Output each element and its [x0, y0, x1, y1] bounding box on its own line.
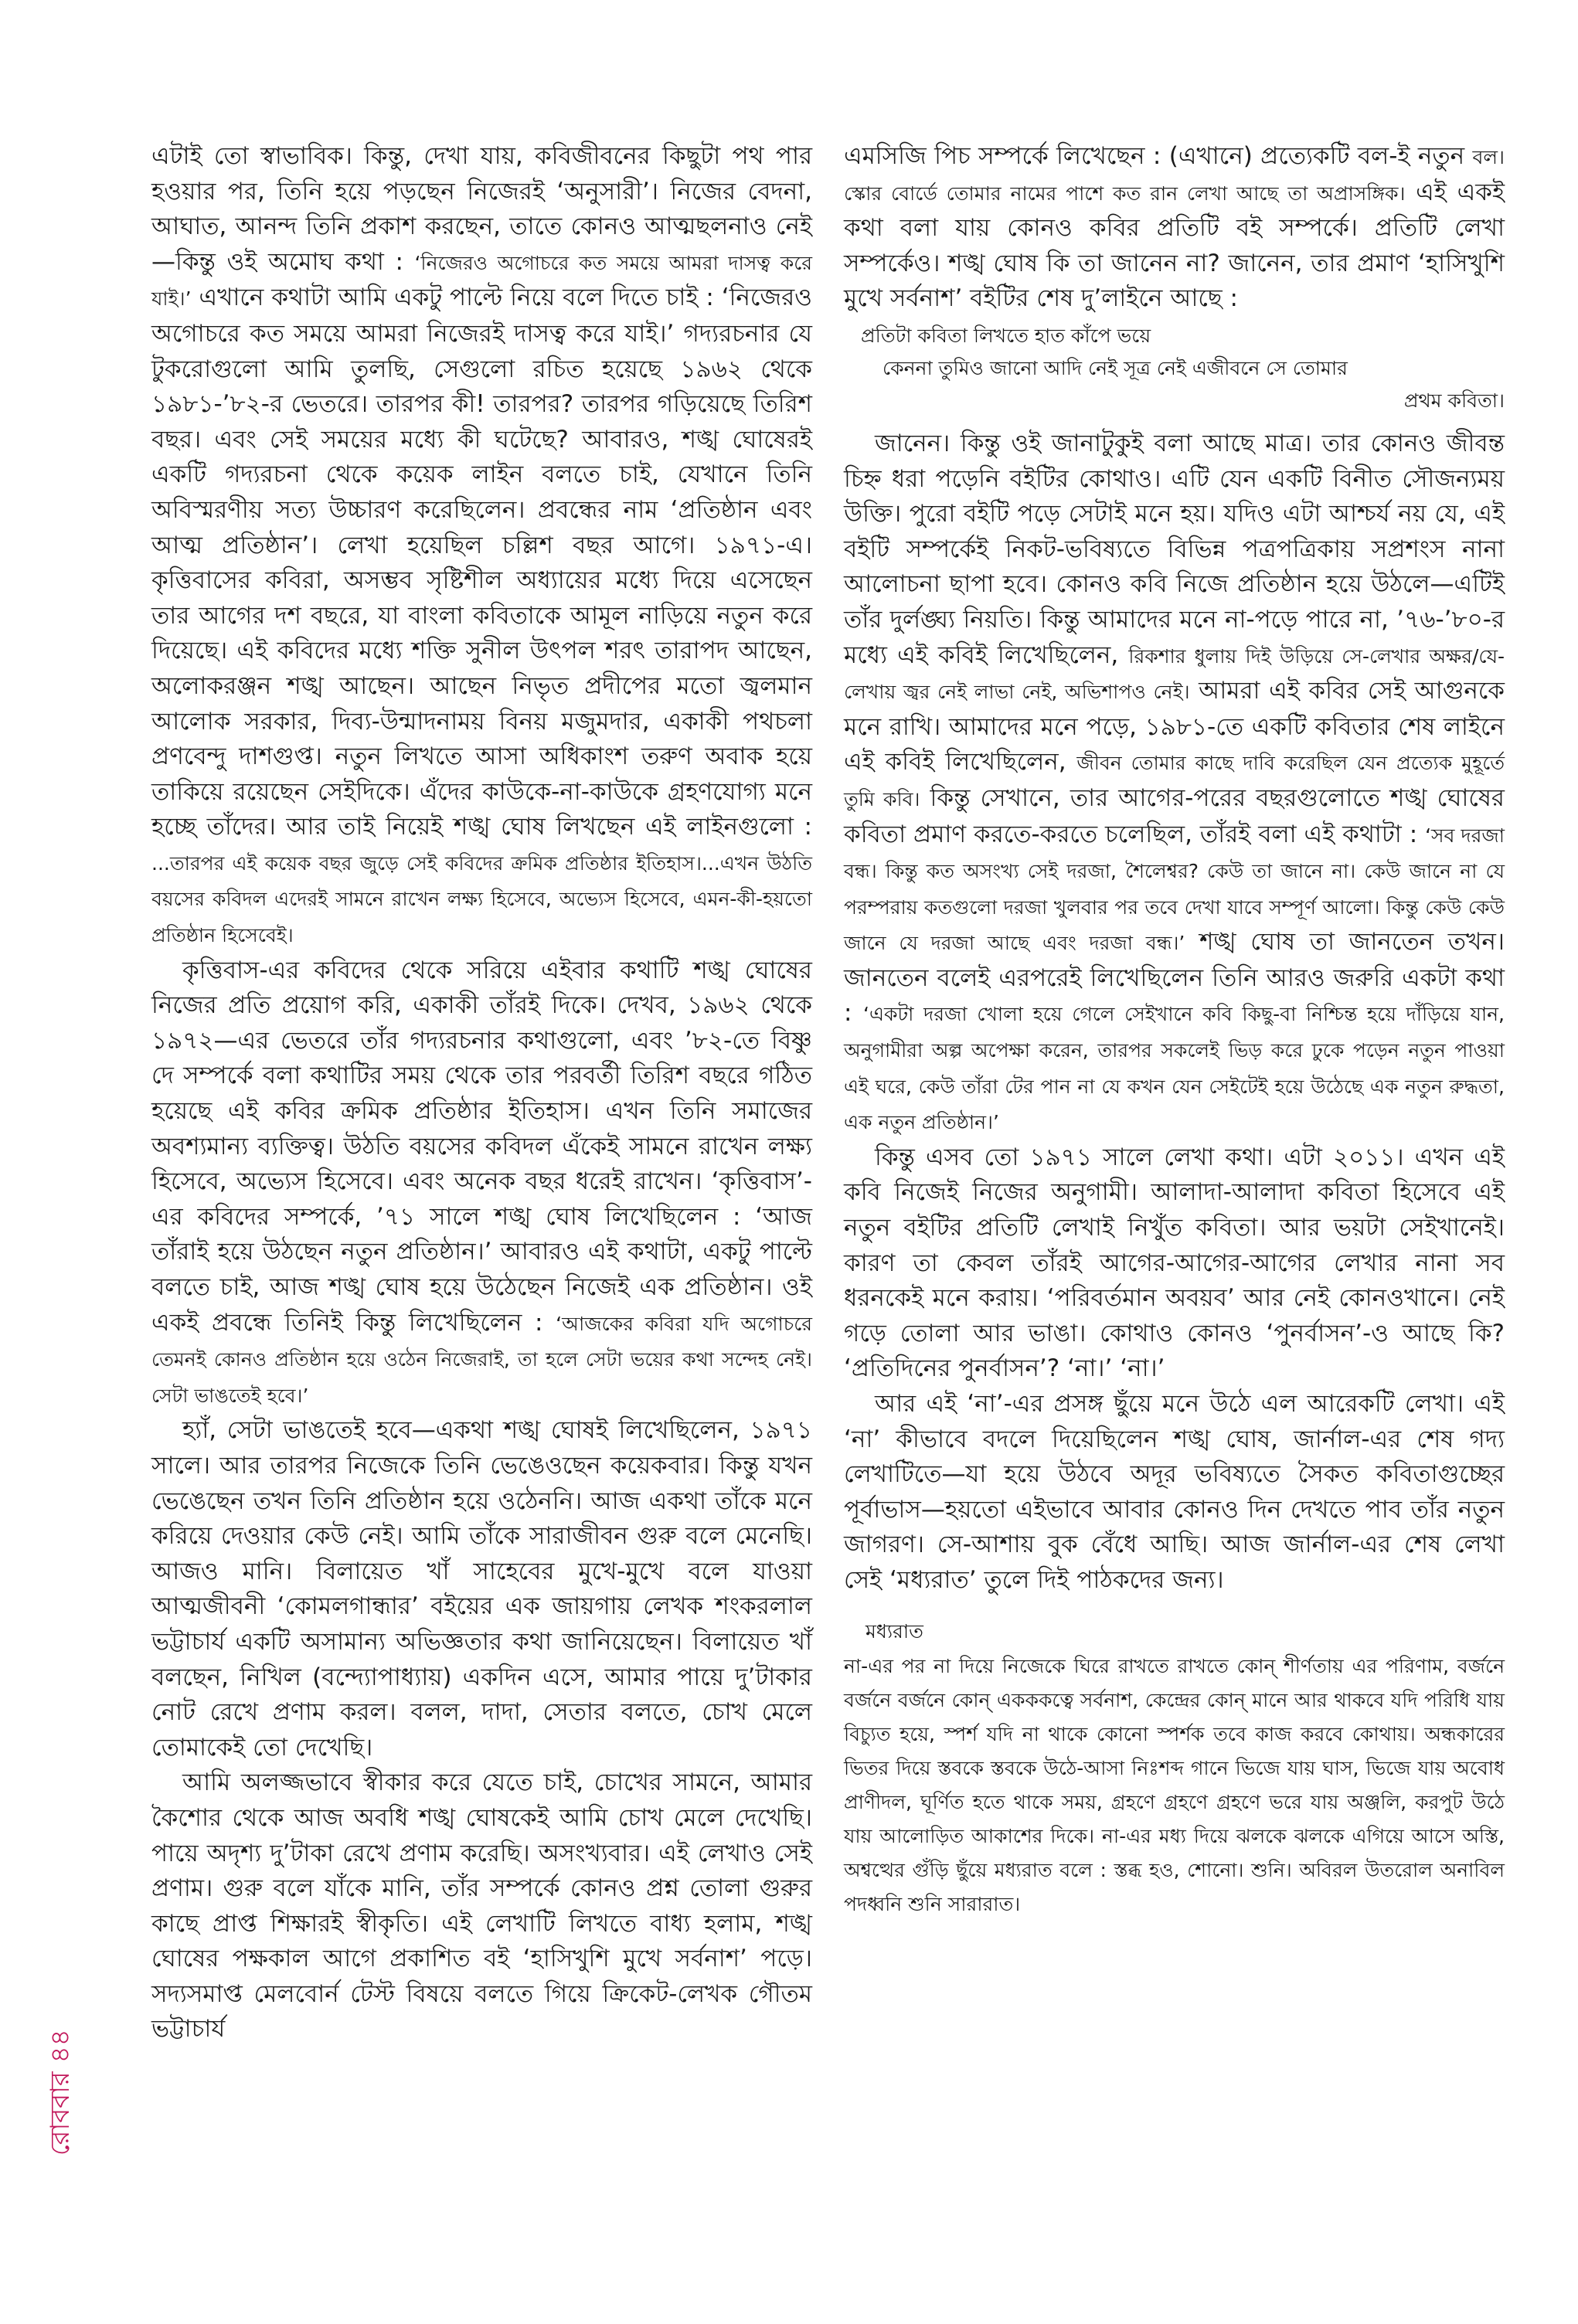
quote: ‘সব দরজা বন্ধ। কিন্তু কত অসংখ্য সেই দরজা, শৈলেশ্বর? কেউ তা জানে না। কেউ জানে না যে পরম্পরায় কতগুলো দরজা খুলবার পর তবে দেখা যাবে সম্পূর্ণ আলো। কিন্তু কেউ কেউ জানে যে দরজা আছে এবং দরজা বন্ধ।’ [844, 824, 1505, 955]
left-column [151, 139, 812, 2047]
right-paragraph-2 [844, 426, 1505, 1140]
left-paragraph-3: হ্যাঁ, সেটা ভাঙতেই হবে—একথা শঙ্খ ঘোষই লিখেছিলেন, ১৯৭১ সালে। আর তারপর নিজেকে তিনি ভেঙেওছেন কয়েকবার। কিন্তু যখন ভেঙেছেন তখন তিনি প্রতিষ্ঠান হয়ে ওঠেননি। আজ একথা তাঁকে মনে করিয়ে দেওয়ার কেউ নেই। আমি তাঁকে সারাজীবন গুরু বলে মেনেছি। আজও মানি। বিলায়েত খাঁ সাহেবের মুখে-মুখে বলে যাওয়া আত্মজীবনী ‘কোমলগান্ধার’ বইয়ের এক জায়গায় লেখক শংকরলাল ভট্টাচার্য একটি অসামান্য অভিজ্ঞতার কথা জানিয়েছেন। বিলায়েত খাঁ বলছেন, নিখিল (বন্দ্যোপাধ্যায়) একদিন এসে, আমার পায়ে দু’টাকার নোট রেখে প্রণাম করল। বলল, দাদা, সেতার বলতে, চোখ মেলে তোমাকেই তো দেখেছি। [151, 1416, 812, 1762]
text-run: এখানে কথাটা আমি একটু পাল্টে নিয়ে বলে দিতে চাই : ‘নিজেরও অগোচরে কত সময়ে আমরা নিজেরই দাসত্ব করে যাই।’ গদ্যরচনার যে টুকরোগুলো আমি তুলছি, সেগুলো রচিত হয়েছে ১৯৬২ থেকে ১৯৮১-’৮২-র ভেতরে। তারপর কী! তারপর? তারপর গড়িয়েছে তিরিশ বছর। এবং সেই সময়ের মধ্যে কী ঘটেছে? আবারও, শঙ্খ ঘোষেরই একটি গদ্যরচনা থেকে কয়েক লাইন বলতে চাই, যেখানে তিনি অবিস্মরণীয় সত্য উচ্চারণ করেছিলেন। প্রবন্ধের নাম ‘প্রতিষ্ঠান এবং আত্ম প্রতিষ্ঠান’। লেখা হয়েছিল চল্লিশ বছর আগে। ১৯৭১-এ। কৃত্তিবাসের কবিরা, অসম্ভব সৃষ্টিশীল অধ্যায়ের মধ্যে দিয়ে এসেছেন তার আগের দশ বছরে, যা বাংলা কবিতাকে আমূল নাড়িয়ে নতুন করে দিয়েছে। এই কবিদের মধ্যে শক্তি সুনীল উৎপল শরৎ তারাপদ আছেন, অলোকরঞ্জন শঙ্খ আছেন। আছেন নিভৃত প্রদীপের মতো জ্বলমান আলোক সরকার, দিব্য-উন্মাদনাময় বিনয় মজুমদার, একাকী পথচলা প্রণবেন্দু দাশগুপ্ত। নতুন লিখতে আসা অধিকাংশ তরুণ অবাক হয়ে তাকিয়ে রয়েছেন সেইদিকে। এঁদের কাউকে-না-কাউকে গ্রহণযোগ্য মনে হচ্ছে তাঁদের। আর তাই নিয়েই শঙ্খ ঘোষ লিখছেন এই লাইনগুলো : [151, 284, 812, 841]
text-run: শঙ্খ ঘোষ তা জানতেন তখন। জানতেন বলেই এরপরেই লিখেছিলেন তিনি আরও জরুরি একটা কথা : [844, 928, 1505, 1028]
poem-title: মধ্যরাত [866, 1619, 923, 1643]
quote: ‘একটা দরজা খোলা হয়ে গেলে সেইখানে কবি কিছু-বা নিশ্চিন্ত হয়ে দাঁড়িয়ে যান, অনুগামীরা অল্প অপেক্ষা করেন, তারপর সকলেই ভিড় করে ঢুকে পড়েন নতুন পাওয়া এই ঘরে, কেউ তাঁরা টের পান না যে কখন যেন সেইটেই হয়ে উঠেছে এক নতুন রুদ্ধতা, এক নতুন প্রতিষ্ঠান।’ [844, 1003, 1505, 1134]
text-run: এই একই কথা বলা যায় কোনও কবির প্রতিটি বই সম্পর্কে। প্রতিটি লেখা সম্পর্কেও। শঙ্খ ঘোষ কি তা জানেন না? জানেন, তার প্রমাণ ‘হাসিখুশি মুখে সর্বনাশ’ বইটির শেষ দু’লাইনে আছে : [844, 178, 1505, 313]
left-paragraph-1 [151, 139, 812, 953]
text-run: আমরা এই কবির সেই আগুনকে মনে রাখি। আমাদের মনে পড়ে, ১৯৮১-তে একটি কবিতার শেষ লাইনে এই কবিই লিখেছিলেন, [844, 677, 1505, 776]
poem-line: প্রতিটা কবিতা লিখতে হাত কাঁপে ভয়ে [861, 324, 1151, 347]
right-paragraph-3: কিন্তু এসব তো ১৯৭১ সালে লেখা কথা। এটা ২০১১। এখন এই কবি নিজেই নিজের অনুগামী। আলাদা-আলাদা কবিতা হিসেবে এই নতুন বইটির প্রতিটি লেখাই নিখুঁত কবিতা। আর ভয়টা সেইখানেই। কারণ তা কেবল তাঁরই আগের-আগের-আগের লেখার নানা সব ধরনকেই মনে করায়। ‘পরিবর্তমান অবয়ব’ আর নেই কোনওখানে। নেই গড়ে তোলা আর ভাঙা। কোথাও কোনও ‘পুনর্বাসন’-ও আছে কি? ‘প্রতিদিনের পুনর্বাসন’? ‘না।’ ‘না।’ [844, 1143, 1505, 1383]
text-run: জানেন। কিন্তু ওই জানাটুকুই বলা আছে মাত্র। তার কোনও জীবন্ত চিহ্ন ধরা পড়েনি বইটির কোথাও। এটি যেন একটি বিনীত সৌজন্যময় উক্তি। পুরো বইটি পড়ে সেটাই মনে হয়। যদিও এটা আশ্চর্য নয় যে, এই বইটি সম্পর্কেই নিকট-ভবিষ্যতে বিভিন্ন পত্রপত্রিকায় সপ্রশংস নানা আলোচনা ছাপা হবে। কোনও কবি নিজে প্রতিষ্ঠান হয়ে উঠলে—এটিই তাঁর দুর্লঙ্ঘ্য নিয়তি। কিন্তু আমাদের মনে না-পড়ে পারে না, ’৭৬-’৮০-র মধ্যে এই কবিই লিখেছিলেন, [844, 429, 1505, 669]
prose-poem: না-এর পর না দিয়ে নিজেকে ঘিরে রাখতে রাখতে কোন্ শীর্ণতায় এর পরিণাম, বর্জনে বর্জনে বর্জনে কোন্ একককত্বে সর্বনাশ, কেন্দ্রের কোন্ মানে আর থাকবে যদি পরিধি যায় বিচ্যুত হয়ে, স্পর্শ যদি না থাকে কোনো স্পর্শক তবে কাজ করবে কোথায়। অন্ধকারের ভিতর দিয়ে স্তবকে স্তবকে উঠে-আসা নিঃশব্দ গানে ভিজে যায় ঘাস, ভিজে যায় অবোধ প্রাণীদল, ঘূর্ণিত হতে থাকে সময়, গ্রহণে গ্রহণে গ্রহণে ভরে যায় অঞ্জলি, করপুট উঠে যায় আলোড়িত আকাশের দিকে। না-এর মধ্য দিয়ে ঝলকে ঝলকে এগিয়ে আসে অস্তি, অশ্বত্থের গুঁড়ি ছুঁয়ে মধ্যরাত বলে : স্তব্ধ হও, শোনো। শুনি। অবিরল উতরোল অনাবিল পদধ্বনি শুনি সারারাত। [844, 1654, 1505, 1915]
text-run: কৃত্তিবাস-এর কবিদের থেকে সরিয়ে এইবার কথাটি শঙ্খ ঘোষের নিজের প্রতি প্রয়োগ করি, একাকী তাঁরই দিকে। দেখব, ১৯৬২ থেকে ১৯৭২—এর ভেতরে তাঁর গদ্যরচনার কথাগুলো, এবং ’৮২-তে বিষ্ণু দে সম্পর্কে বলা কথাটির সময় থেকে তার পরবর্তী তিরিশ বছরে গঠিত হয়েছে এই কবির ক্রমিক প্রতিষ্ঠার ইতিহাস। এখন তিনি সমাজের অবশ্যমান্য ব্যক্তিত্ব। উঠতি বয়সের কবিদল এঁকেই সামনে রাখেন লক্ষ্য হিসেবে, অভ্যেস হিসেবে। এবং অনেক বছর ধরেই রাখেন। ‘কৃত্তিবাস’-এর কবিদের সম্পর্কে, ’৭১ সালে শঙ্খ ঘোষ লিখেছিলেন : ‘আজ তাঁরাই হয়ে উঠছেন নতুন প্রতিষ্ঠান।’ আবারও এই কথাটা, একটু পাল্টে বলতে চাই, আজ শঙ্খ ঘোষ হয়ে উঠেছেন নিজেই এক প্রতিষ্ঠান। ওই একই প্রবন্ধে তিনিই কিন্তু লিখেছিলেন : [151, 956, 812, 1337]
right-paragraph-4: আর এই ‘না’-এর প্রসঙ্গ ছুঁয়ে মনে উঠে এল আরেকটি লেখা। এই ‘না’ কীভাবে বদলে দিয়েছিলেন শঙ্খ ঘোষ, জার্নাল-এর শেষ গদ্য লেখাটিতে—যা হয়ে উঠবে অদূর ভবিষ্যতে সৈকত কবিতাগুচ্ছের পূর্বাভাস—হয়তো এইভাবে আবার কোনও দিন দেখতে পাব তাঁর নতুন জাগরণ। সে-আশায় বুক বেঁধে আছি। আজ জার্নাল-এর শেষ লেখা সেই ‘মধ্যরাত’ তুলে দিই পাঠকদের জন্য। [844, 1390, 1505, 1594]
quote: জীবন তোমার কাছে দাবি করেছিল যেন প্রত্যেক মুহূর্তে তুমি কবি। [844, 752, 1505, 810]
page-number-label: রোববার ৪৪ [45, 2029, 76, 2156]
right-paragraph-1 [844, 139, 1505, 317]
quote: ‘নিজেরও অগোচরে কত সময়ে আমরা দাসত্ব করে যাই।’ [151, 251, 812, 311]
text-run: এটাই তো স্বাভাবিক। কিন্তু, দেখা যায়, কবিজীবনের কিছুটা পথ পার হওয়ার পর, তিনি হয়ে পড়ছেন নিজেরই ‘অনুসারী’। নিজের বেদনা, আঘাত, আনন্দ তিনি প্রকাশ করছেন, তাতে কোনও আত্মছলনাও নেই—কিন্তু ওই অমোঘ কথা : [151, 142, 812, 276]
right-column [844, 139, 1505, 1921]
quote: বল। স্কোর বোর্ডে তোমার নামের পাশে কত রান লেখা আছে তা অপ্রাসঙ্গিক। [844, 146, 1505, 205]
text-run: কিন্তু সেখানে, তার আগের-পরের বছরগুলোতে শঙ্খ ঘোষের কবিতা প্রমাণ করতে-করতে চলেছিল, তাঁরই বলা এই কথাটা : [844, 783, 1505, 848]
poem-line: প্রথম কবিতা। [1403, 389, 1505, 412]
left-paragraph-4: আমি অলজ্জভাবে স্বীকার করে যেতে চাই, চোখের সামনে, আমার কৈশোর থেকে আজ অবধি শঙ্খ ঘোষকেই আমি চোখ মেলে দেখেছি। পায়ে অদৃশ্য দু’টাকা রেখে প্রণাম করেছি। অসংখ্যবার। এই লেখাও সেই প্রণাম। গুরু বলে যাঁকে মানি, তাঁর সম্পর্কে কোনও প্রশ্ন তোলা গুরুর কাছে প্রাপ্ত শিক্ষারই স্বীকৃতি। এই লেখাটি লিখতে বাধ্য হলাম, শঙ্খ ঘোষের পক্ষকাল আগে প্রকাশিত বই ‘হাসিখুশি মুখে সর্বনাশ’ পড়ে। সদ্যসমাপ্ত মেলবোর্ন টেস্ট বিষয়ে বলতে গিয়ে ক্রিকেট-লেখক গৌতম ভট্টাচার্য [151, 1768, 812, 2044]
left-paragraph-2 [151, 953, 812, 1414]
quote: ‘আজকের কবিরা যদি অগোচরে তেমনই কোনও প্রতিষ্ঠান হয়ে ওঠেন নিজেরাই, তা হলে সেটা ভয়ের কথা সন্দেহ নেই। সেটা ভাঙতেই হবে।’ [151, 1312, 812, 1407]
quote: রিকশার ধুলায় দিই উড়িয়ে সে-লেখার অক্ষর/যে-লেখায় জ্বর নেই লাভা নেই, অভিশাপও নেই। [844, 644, 1505, 704]
text-run: এমসিজি পিচ সম্পর্কে লিখেছেন : (এখানে) প্রত্যেকটি বল-ই নতুন [844, 142, 1473, 170]
poem-line: কেননা তুমিও জানো আদি নেই সূত্র নেই এজীবনে সে তোমার [883, 356, 1348, 379]
quoted-poem [844, 320, 1505, 417]
quote: ...তারপর এই কয়েক বছর জুড়ে সেই কবিদের ক্রমিক প্রতিষ্ঠার ইতিহাস।...এখন উঠতি বয়সের কবিদল এদেরই সামনে রাখেন লক্ষ্য হিসেবে, অভ্যেস হিসেবে, এমন-কী-হয়তো প্রতিষ্ঠান হিসেবেই। [151, 851, 812, 947]
